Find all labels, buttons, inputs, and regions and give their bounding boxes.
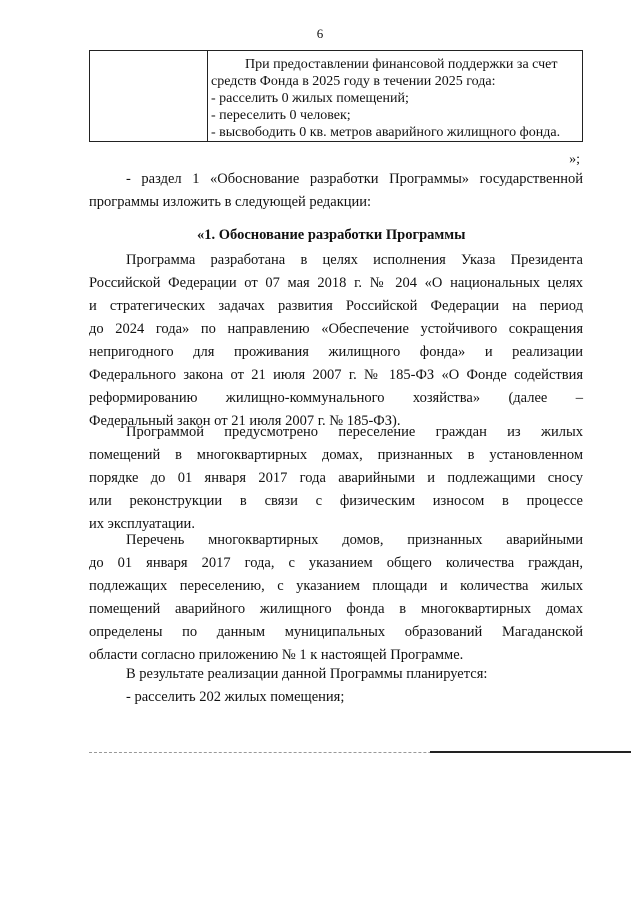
table-closing-quote: »; — [569, 152, 580, 167]
text-line: до 01 января 2017 года, с указанием общего количества граждан, — [89, 555, 583, 571]
text-line: области согласно приложению № 1 к настоящей Программе. — [89, 647, 464, 663]
table-frame — [89, 50, 583, 142]
page-number: 6 — [316, 26, 324, 41]
text-line: определены по данным муниципальных образований Магаданской — [89, 624, 583, 640]
table-line: - высвободить 0 кв. метров аварийного жилищного фонда. — [211, 125, 561, 140]
table-cell — [211, 56, 581, 141]
table-line: При предоставлении финансовой поддержки за счет — [245, 57, 558, 72]
text-line: Программа разработана в целях исполнения Указа Президента — [126, 252, 583, 268]
paragraph-4 — [89, 663, 583, 709]
intro-paragraph — [89, 168, 583, 214]
text-line: - расселить 202 жилых помещения; — [126, 689, 345, 705]
text-line: Программой предусмотрено переселение граждан из жилых — [126, 424, 583, 440]
text-line: - раздел 1 «Обоснование разработки Программы» государственной — [126, 171, 583, 187]
text-line: или реконструкции в связи с физическим износом в процессе — [89, 493, 583, 509]
text-line: реформированию жилищно-коммунального хозяйства» (далее – — [89, 390, 583, 406]
text-line: помещений в многоквартирных домах, признанных в установленном — [89, 447, 583, 463]
text-line: и стратегических задачах развития Российской Федерации на период — [89, 298, 583, 314]
text-line: их эксплуатации. — [89, 516, 195, 532]
text-line: В результате реализации данной Программы планируется: — [126, 666, 488, 682]
table-line: - расселить 0 жилых помещений; — [211, 91, 409, 106]
text-line: непригодного для проживания жилищного фонда» и реализации — [89, 344, 583, 360]
text-line: порядке до 01 января 2017 года аварийными и подлежащими сносу — [89, 470, 583, 486]
text-line: Федерального закона от 21 июля 2007 г. № 185-ФЗ «О Фонде содействия — [89, 367, 583, 383]
text-line: программы изложить в следующей редакции: — [89, 194, 372, 210]
page-bottom-rule-solid — [430, 751, 631, 753]
text-line: до 2024 года» по направлению «Обеспечение устойчивого сокращения — [89, 321, 583, 337]
paragraph-2 — [89, 421, 583, 536]
paragraph-1 — [89, 249, 583, 433]
text-line: Перечень многоквартирных домов, признанных аварийными — [126, 532, 583, 548]
text-line: подлежащих переселению, с указанием площади и количества жилых — [89, 578, 583, 594]
table-line: - переселить 0 человек; — [211, 108, 351, 123]
text-line: Российской Федерации от 07 мая 2018 г. № 204 «О национальных целях — [89, 275, 583, 291]
text-line: помещений аварийного жилищного фонда в многоквартирных домах — [89, 601, 583, 617]
table-column-divider — [207, 51, 208, 141]
text-line: Федеральный закон от 21 июля 2007 г. № 185-ФЗ). — [89, 413, 401, 429]
table-line: средств Фонда в 2025 году в течении 2025 года: — [211, 74, 496, 89]
paragraph-3 — [89, 529, 583, 667]
section-heading: «1. Обоснование разработки Программы — [197, 227, 466, 243]
